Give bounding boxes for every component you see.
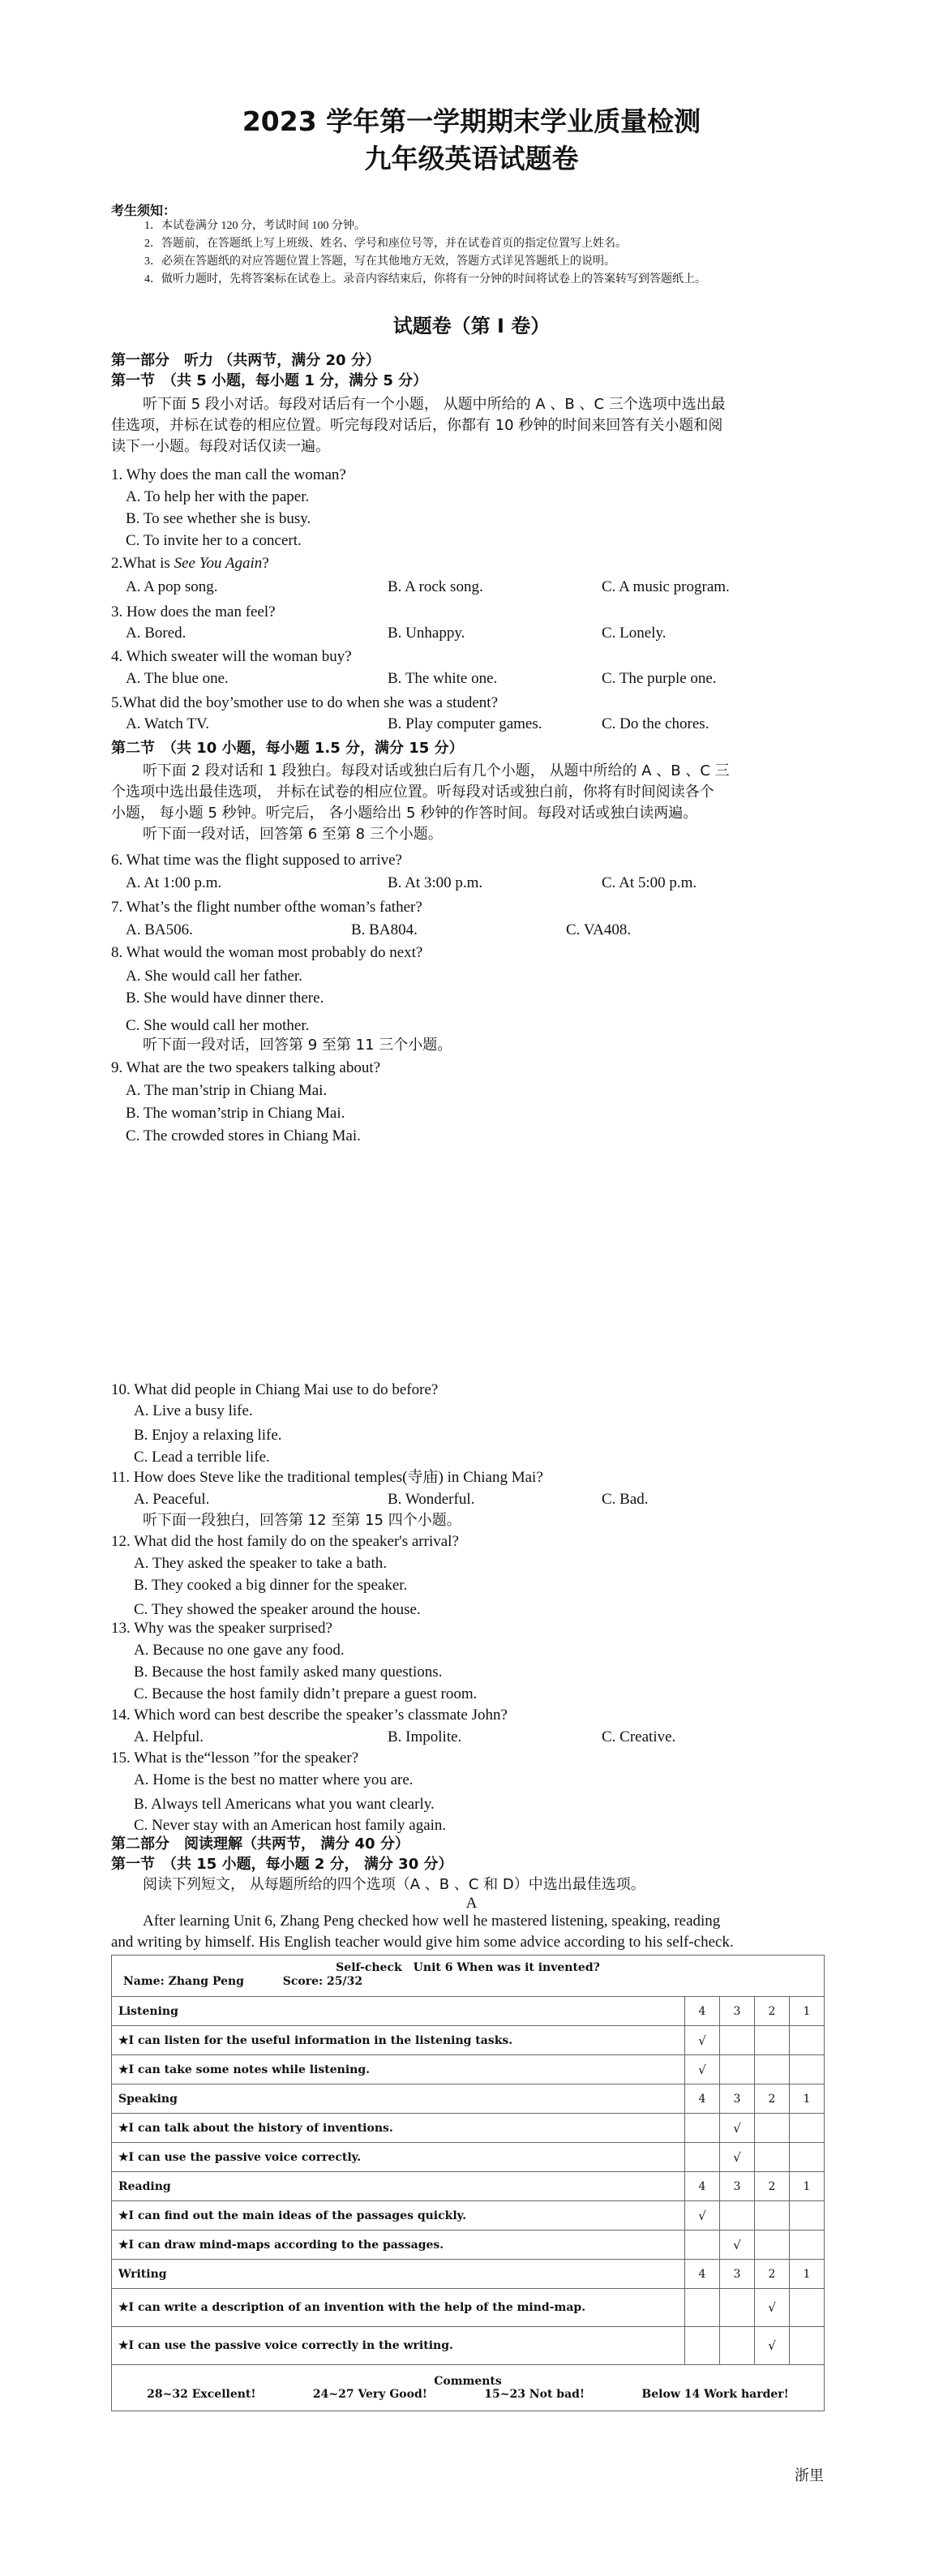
option-6a: A. At 1:00 p.m. [126,874,222,891]
option-13c: C. Because the host family didn’t prepare a guest room. [134,1685,478,1702]
table-section-row [112,1997,825,2026]
question-4: 4. Which sweater will the woman buy? [111,648,352,665]
can-do-statement: ★I can talk about the history of inventions. [112,2114,685,2143]
can-do-statement: ★I can find out the main ideas of the passages quickly. [112,2201,685,2230]
table-row [112,2114,825,2143]
rating-cell [755,2143,790,2172]
rating-cell [790,2230,825,2260]
rating-cell [755,2114,790,2143]
question-11: 11. How does Steve like the traditional temples(寺庙) in Chiang Mai? [111,1469,543,1486]
rating-cell [790,2055,825,2084]
rating-cell [755,2055,790,2084]
table-section-row [112,2084,825,2114]
comments-title: Comments [434,2375,502,2388]
option-8c: C. She would call her mother. [126,1017,310,1034]
scale-header-cell: 3 [720,2260,755,2289]
option-5b: B. Play computer games. [388,715,542,732]
table-row [112,2143,825,2172]
scale-header-cell: 2 [755,2172,790,2201]
passage-line: After learning Unit 6, Zhang Peng checked how well he mastered listening, speaking, reading [143,1913,721,1930]
option-1c: C. To invite her to a concert. [126,532,302,549]
option-15c: C. Never stay with an American host family again. [134,1817,447,1834]
part1-sec1-title: 第一节 （共 5 小题，每小题 1 分，满分 5 分） [111,372,428,389]
option-2c: C. A music program. [602,578,730,595]
scale-header-cell: 4 [685,2084,720,2114]
table-row [112,2327,825,2365]
option-5c: C. Do the chores. [602,715,709,732]
question-15: 15. What is the“lesson ”for the speaker? [111,1750,359,1767]
notice-item: 2．答题前，在答题纸上写上班级、姓名、学号和座位号等，并在试卷首页的指定位置写上姓名。 [144,238,627,250]
instruction: 佳选项，并标在试卷的相应位置。听完每段对话后，你都有 10 秒钟的时间来回答有关小题和阅 [111,417,723,434]
option-7b: B. BA804. [351,921,418,938]
scale-header-cell: 2 [755,2084,790,2114]
tick-mark: √ [720,2143,755,2172]
scale-header-cell: 1 [790,2260,825,2289]
rating-cell [685,2230,720,2260]
scale-header-cell: 3 [720,2084,755,2114]
notice-item: 4．做听力题时，先将答案标在试卷上。录音内容结束后，你将有一分钟的时间将试卷上的答案转写到答题纸上。 [144,273,706,286]
question-6: 6. What time was the flight supposed to arrive? [111,852,402,869]
instruction: 听下面一段对话，回答第 6 至第 8 三个小题。 [143,826,443,843]
rating-cell [685,2327,720,2365]
tick-mark: √ [685,2026,720,2055]
option-3b: B. Unhappy. [388,625,465,642]
option-8b: B. She would have dinner there. [126,990,324,1007]
scale-header-cell: 4 [685,2172,720,2201]
table-section-row [112,2260,825,2289]
question-7: 7. What’s the flight number ofthe woman’s father? [111,899,422,916]
rating-cell [790,2026,825,2055]
instruction: 听下面 2 段对话和 1 段独白。每段对话或独白后有几个小题， 从题中所给的 A 、B 、C 三 [143,762,730,779]
option-7a: A. BA506. [126,921,193,938]
self-check-table [111,1955,825,2411]
tick-mark: √ [720,2114,755,2143]
rating-cell [790,2143,825,2172]
option-11b: B. Wonderful. [388,1491,475,1508]
table-row [112,2026,825,2055]
option-14c: C. Creative. [602,1728,676,1745]
passage-letter: A [465,1895,478,1912]
tick-mark: √ [685,2055,720,2084]
section-name-cell: Writing [112,2260,685,2289]
table-row [112,2201,825,2230]
option-2a: A. A pop song. [126,578,218,595]
scale-header-cell: 1 [790,2172,825,2201]
option-13b: B. Because the host family asked many questions. [134,1664,443,1681]
option-13a: A. Because no one gave any food. [134,1642,345,1659]
question-12: 12. What did the host family do on the speaker's arrival? [111,1533,459,1550]
rating-cell [755,2201,790,2230]
instruction: 小题， 每小题 5 秒钟。听完后， 各小题给出 5 秒钟的作答时间。每段对话或独白读两遍。 [111,805,698,822]
scale-header-cell: 4 [685,2260,720,2289]
option-14b: B. Impolite. [388,1728,462,1745]
question-13: 13. Why was the speaker surprised? [111,1620,332,1637]
rating-cell [720,2026,755,2055]
option-10c: C. Lead a terrible life. [134,1449,270,1466]
option-6b: B. At 3:00 p.m. [388,874,483,891]
can-do-statement: ★I can take some notes while listening. [112,2055,685,2084]
passage-line: and writing by himself. His English teacher would give him some advice according to his self-check. [111,1934,734,1951]
rating-cell [755,2230,790,2260]
option-12c: C. They showed the speaker around the house. [134,1601,421,1618]
section-name-cell: Listening [112,1997,685,2026]
option-11a: A. Peaceful. [134,1491,210,1508]
table-row [112,2289,825,2327]
exam-subtitle: 九年级英语试题卷 [364,143,579,174]
question-2: 2.What is See You Again? [111,555,269,572]
question-3: 3. How does the man feel? [111,603,276,620]
can-do-statement: ★I can listen for the useful information in the listening tasks. [112,2026,685,2055]
footer-mark: 浙里 [795,2467,824,2484]
part1-sec2-title: 第二节 （共 10 小题，每小题 1.5 分，满分 15 分） [111,740,464,757]
notice-item: 3．必须在答题纸的对应答题位置上答题，写在其他地方无效，答题方式详见答题纸上的说明。 [144,255,615,268]
notice-item: 1．本试卷满分 120 分，考试时间 100 分钟。 [144,220,366,232]
part1-title: 第一部分 听力 （共两节，满分 20 分） [111,352,380,369]
song-title: See You Again [174,555,263,572]
scale-header-cell: 2 [755,1997,790,2026]
option-1a: A. To help her with the paper. [126,488,310,505]
part2-sec1-title: 第一节 （共 15 小题，每小题 2 分， 满分 30 分） [111,1856,453,1873]
exam-title: 2023 学年第一学期期末学业质量检测 [242,105,701,137]
tick-mark: √ [755,2327,790,2365]
rating-cell [685,2114,720,2143]
question-10: 10. What did people in Chiang Mai use to do before? [111,1381,439,1398]
rating-cell [790,2327,825,2365]
question-9: 9. What are the two speakers talking about? [111,1059,381,1076]
option-4c: C. The purple one. [602,670,717,687]
scale-header-cell: 1 [790,1997,825,2026]
option-14a: A. Helpful. [134,1728,204,1745]
instruction: 阅读下列短文， 从每题所给的四个选项（A 、B 、C 和 D）中选出最佳选项。 [143,1876,645,1893]
option-9a: A. The man’strip in Chiang Mai. [126,1082,328,1099]
option-8a: A. She would call her father. [126,968,302,985]
option-9c: C. The crowded stores in Chiang Mai. [126,1127,361,1144]
comment-level: 24~27 Very Good! [312,2388,427,2401]
rating-cell [685,2143,720,2172]
part2-title: 第二部分 阅读理解（共两节， 满分 40 分） [111,1835,409,1853]
option-2b: B. A rock song. [388,578,483,595]
option-15a: A. Home is the best no matter where you are. [134,1771,414,1788]
table-row [112,2230,825,2260]
rating-cell [790,2114,825,2143]
notice-heading: 考生须知： [111,203,177,218]
rating-cell [720,2055,755,2084]
option-7c: C. VA408. [566,921,632,938]
can-do-statement: ★I can use the passive voice correctly. [112,2143,685,2172]
tick-mark: √ [685,2201,720,2230]
student-name: Name: Zhang Peng [123,1975,244,1988]
scale-header-cell: 1 [790,2084,825,2114]
comment-level: 15~23 Not bad! [484,2388,585,2401]
option-12b: B. They cooked a big dinner for the speaker. [134,1577,408,1594]
instruction: 个选项中选出最佳选项， 并标在试卷的相应位置。听每段对话或独白前，你将有时间阅读各个 [111,784,714,801]
tick-mark: √ [720,2230,755,2260]
tick-mark: √ [755,2289,790,2327]
option-4b: B. The white one. [388,670,498,687]
option-10a: A. Live a busy life. [134,1402,253,1419]
scale-header-cell: 2 [755,2260,790,2289]
option-15b: B. Always tell Americans what you want clearly. [134,1796,435,1813]
option-3c: C. Lonely. [602,625,667,642]
question-8: 8. What would the woman most probably do next? [111,944,423,961]
rating-cell [685,2289,720,2327]
option-10b: B. Enjoy a relaxing life. [134,1427,282,1444]
rating-cell [790,2289,825,2327]
self-check-title: Self-check Unit 6 When was it invented? [336,1961,600,1974]
instruction: 读下一小题。每段对话仅读一遍。 [111,438,330,455]
scale-header-cell: 4 [685,1997,720,2026]
rating-cell [755,2026,790,2055]
can-do-statement: ★I can write a description of an invention with the help of the mind-map. [112,2289,685,2327]
student-score: Score: 25/32 [282,1975,363,1988]
question-5: 5.What did the boy’smother use to do when she was a student? [111,694,499,711]
comments-row [112,2365,825,2411]
table-section-row [112,2172,825,2201]
rating-cell [720,2327,755,2365]
rating-cell [720,2289,755,2327]
option-3a: A. Bored. [126,625,186,642]
table-header-row [112,1956,825,1997]
option-4a: A. The blue one. [126,670,229,687]
question-14: 14. Which word can best describe the speaker’s classmate John? [111,1707,508,1724]
instruction: 听下面 5 段小对话。每段对话后有一个小题， 从题中所给的 A 、B 、C 三个选项中选出最 [143,396,726,413]
scale-header-cell: 3 [720,2172,755,2201]
option-12a: A. They asked the speaker to take a bath. [134,1555,387,1572]
option-9b: B. The woman’strip in Chiang Mai. [126,1105,345,1122]
rating-cell [790,2201,825,2230]
instruction: 听下面一段对话，回答第 9 至第 11 三个小题。 [143,1037,452,1054]
instruction: 听下面一段独白，回答第 12 至第 15 四个小题。 [143,1512,461,1529]
rating-cell [720,2201,755,2230]
section-name-cell: Reading [112,2172,685,2201]
option-5a: A. Watch TV. [126,715,209,732]
scale-header-cell: 3 [720,1997,755,2026]
table-row [112,2055,825,2084]
section-name-cell: Speaking [112,2084,685,2114]
option-11c: C. Bad. [602,1491,649,1508]
can-do-statement: ★I can use the passive voice correctly in the writing. [112,2327,685,2365]
can-do-statement: ★I can draw mind-maps according to the passages. [112,2230,685,2260]
section-title: 试题卷（第 I 卷） [392,315,551,337]
question-1: 1. Why does the man call the woman? [111,466,346,483]
option-1b: B. To see whether she is busy. [126,510,311,527]
option-6c: C. At 5:00 p.m. [602,874,697,891]
comment-level: Below 14 Work harder! [641,2388,789,2401]
comment-level: 28~32 Excellent! [147,2388,256,2401]
